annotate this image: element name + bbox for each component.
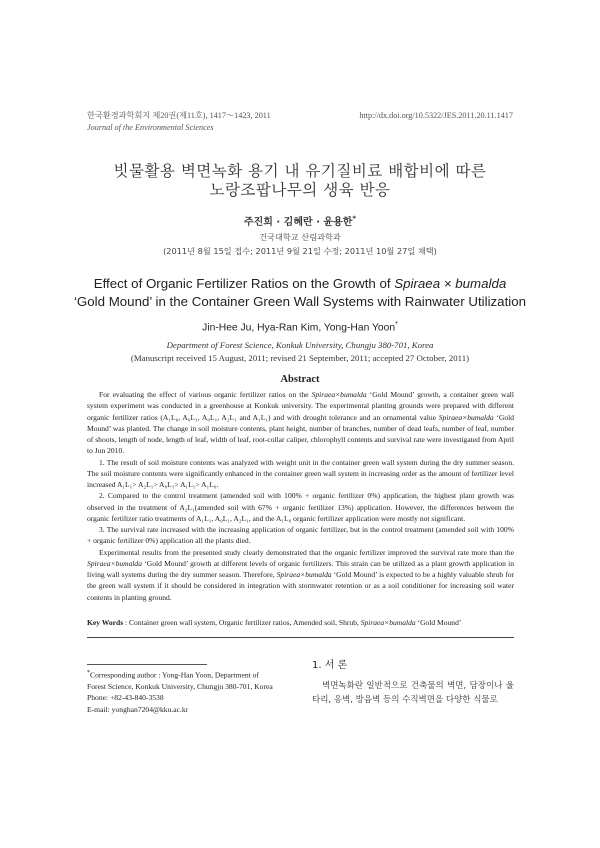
english-dates: (Manuscript received 15 August, 2011; revised 21 September, 2011; accepted 27 October, 2011) bbox=[130, 353, 470, 363]
footnote-line: Corresponding author : Yong-Han Yoon, Department of bbox=[90, 670, 259, 680]
abstract-paragraph: 3. The survival rate increased with the increasing application of organic fertilizer, but in the control treatment (amended soil with 100% + organic fertilizer 0%) application all the plants died. bbox=[87, 525, 514, 546]
journal-name-korean: 한국환경과학회지 제20권(제11호), 1417～1423, 2011 bbox=[87, 111, 271, 120]
korean-title bbox=[60, 162, 540, 200]
footnote-rule bbox=[87, 664, 207, 665]
footnote-email[interactable]: E-mail: yonghan7204@kku.ac.kr bbox=[87, 704, 189, 714]
keywords bbox=[87, 618, 514, 627]
abstract-text: ‘Gold Mound’ growth at different levels of organic fertilizers. This strain can be utilized as a plant growth application in living wall systems during the dry summer season. Therefore, bbox=[87, 558, 514, 579]
english-authors-names: Jin-Hee Ju, Hya-Ran Kim, Yong-Han Yoon bbox=[202, 322, 396, 334]
species-name: Spiraea×bumalda bbox=[360, 618, 416, 627]
journal-header bbox=[87, 110, 271, 134]
abstract-heading: Abstract bbox=[280, 374, 320, 385]
korean-authors bbox=[60, 213, 540, 228]
english-title-line2: ‘Gold Mound’ in the Container Green Wall Systems with Rainwater Utilization bbox=[73, 294, 527, 309]
english-corresponding-mark: * bbox=[395, 321, 398, 328]
abstract-paragraph: 1. The result of soil moisture contents was analyzed with weight unit in the container green wall system during the dry summer season. The soil moisture contents were significantly enhanced in the container green wall system in increasing order as the amount of fertilizer level increased A₁L₁> A₂L₁> A₀L₁> A₁L₁> A₁L₀. bbox=[87, 457, 514, 489]
english-title-species: Spiraea × bumalda bbox=[394, 276, 507, 291]
korean-authors-names: 주진희 · 김혜란 · 윤용한 bbox=[243, 217, 353, 228]
abstract-text: ‘Gold Mound’ is expected to be a highly valuable shrub for the green wall system if it should be considered in integration with stormwater retention or as a soil conditioner for increasing soil water contents in planting ground. bbox=[87, 570, 514, 602]
introduction-paragraph: 벽면녹화란 일반적으로 건축물의 벽면, 담장이나 울타리, 옹벽, 방음벽 등의 수직벽면을 다양한 식물로 bbox=[312, 681, 514, 706]
journal-name-english: Journal of the Environmental Sciences bbox=[87, 123, 214, 132]
abstract-paragraph bbox=[87, 547, 514, 603]
abstract-text: ‘Gold Mound’ was planted. The change in soil moisture contents, plant height, number of branches, number of dead leafs, number of leaf, number of shoots, length of node, length of leaf, width of leaf, root-collar caliper, chlorophyll contents and survival rate were investigated from April to Jun 2010. bbox=[87, 412, 514, 456]
korean-title-line2: 노랑조팝나무의 생육 반응 bbox=[209, 181, 391, 199]
abstract-text: For evaluating the effect of various organic fertilizer ratios on the bbox=[99, 390, 312, 399]
english-affiliation: Department of Forest Science, Konkuk University, Chungju 380-701, Korea bbox=[166, 340, 434, 350]
english-authors bbox=[60, 321, 540, 333]
keywords-text-end: ‘Gold Mound’ bbox=[415, 618, 462, 627]
abstract-paragraph bbox=[87, 389, 514, 457]
species-name: Spiraea×bumalda bbox=[311, 390, 367, 399]
korean-dates: (2011년 8월 15일 접수; 2011년 9월 21일 수정; 2011년 10월 27일 채택) bbox=[163, 246, 437, 256]
corresponding-mark: * bbox=[352, 214, 357, 223]
korean-title-line1: 빗물활용 벽면녹화 용기 내 유기질비료 배합비에 따른 bbox=[113, 162, 487, 180]
abstract-text: Experimental results from the presented study clearly demonstrated that the organic fertilizer improved the survival rate more than the bbox=[99, 547, 514, 557]
doi-link[interactable]: http://dx.doi.org/10.5322/JES.2011.20.11.1417 bbox=[359, 111, 513, 120]
footnote-phone: Phone: +82-43-840-3538 bbox=[87, 693, 164, 703]
section-divider bbox=[87, 637, 514, 638]
footnote-mark: * bbox=[87, 670, 90, 676]
english-title-part: Effect of Organic Fertilizer Ratios on the Growth of bbox=[93, 276, 395, 291]
footnote bbox=[87, 668, 297, 715]
footnote-line: Forest Science, Konkuk University, Chungju 380-701, Korea bbox=[87, 681, 273, 691]
species-name: Spiraea×bumalda bbox=[87, 558, 142, 568]
abstract-paragraph: 2. Compared to the control treatment (amended soil with 100% + organic fertilizer 0%) application, the highest plant growth was observed in the treatment of A₂L₁(amended soil with 67% + organic fertilizer 13%) application. However, the differences between the organic fertilizer ratio treatments of A₁L₁, A₀L₁, A₂L₁, and the A₁L₀ organic fertilizer application were mostly not significant. bbox=[87, 491, 514, 523]
abstract-text: ‘Gold Mound’ growth, a container green wall system experiment was conducted in a greenhouse at Konkuk university. The experimental planting grounds were prepared with different organic fertilizer ratios (A₁L₀, A₀L₁, A₀L₁, A₂L₁ and A₁L₁) and with drought tolerance and an ornamental value bbox=[87, 390, 514, 422]
section-heading-introduction: 1. 서 론 bbox=[312, 660, 348, 671]
species-name: Spiraea×bumalda bbox=[276, 570, 332, 579]
korean-affiliation: 건국대학교 산림과학과 bbox=[259, 232, 341, 242]
introduction-body bbox=[312, 679, 514, 708]
keywords-text: : Container green wall system, Organic fertilizer ratios, Amended soil, Shrub, bbox=[123, 618, 361, 627]
keywords-label: Key Words bbox=[87, 618, 124, 627]
english-title bbox=[60, 275, 540, 311]
abstract-body bbox=[87, 389, 514, 603]
species-name: Spiraea×bumalda bbox=[438, 412, 494, 422]
